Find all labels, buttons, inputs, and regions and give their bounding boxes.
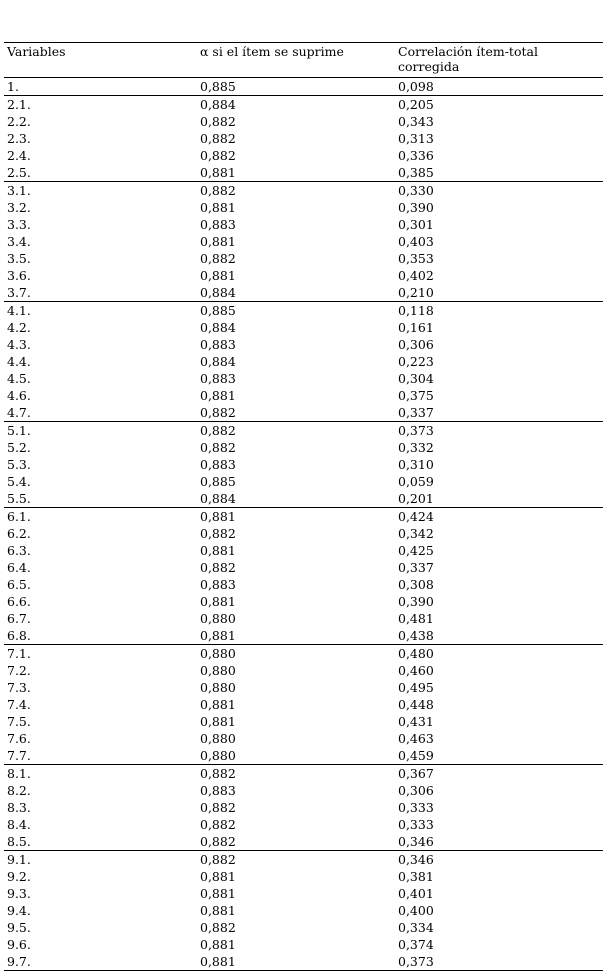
table-row — [4, 662, 603, 679]
correlation-cell: 0,223 — [398, 354, 434, 369]
variable-cell: 2.2. — [7, 114, 31, 129]
table-row — [4, 902, 603, 919]
table-row — [4, 199, 603, 216]
correlation-cell: 0,301 — [398, 217, 434, 232]
table-row — [4, 113, 603, 130]
variable-cell: 8.2. — [7, 783, 31, 798]
alpha-cell: 0,882 — [200, 131, 236, 146]
alpha-cell: 0,884 — [197, 284, 395, 302]
table-row — [4, 387, 603, 404]
correlation-cell: 0,310 — [398, 457, 434, 472]
table-row — [4, 627, 603, 645]
table-row — [4, 473, 603, 490]
correlation-cell: 0,400 — [398, 903, 434, 918]
alpha-cell: 0,882 — [200, 560, 236, 575]
correlation-cell: 0,098 — [395, 78, 603, 96]
alpha-cell: 0,884 — [200, 320, 236, 335]
alpha-cell: 0,882 — [200, 852, 236, 867]
variable-cell: 7.2. — [7, 663, 31, 678]
alpha-cell: 0,882 — [197, 404, 395, 422]
alpha-cell: 0,880 — [200, 680, 236, 695]
table-row — [4, 730, 603, 747]
variable-cell: 4.1. — [7, 303, 31, 318]
alpha-cell: 0,883 — [200, 457, 236, 472]
correlation-cell: 0,337 — [395, 404, 603, 422]
correlation-cell: 0,463 — [398, 731, 434, 746]
table-row — [4, 147, 603, 164]
variable-cell: 6.3. — [7, 543, 31, 558]
table-row — [4, 799, 603, 816]
variable-cell: 9.4. — [7, 903, 31, 918]
alpha-cell: 0,881 — [200, 543, 236, 558]
variable-cell: 6.7. — [7, 611, 31, 626]
correlation-cell: 0,306 — [398, 337, 434, 352]
correlation-cell: 0,332 — [398, 440, 434, 455]
table-row — [4, 576, 603, 593]
alpha-cell: 0,883 — [200, 577, 236, 592]
correlation-cell: 0,424 — [398, 509, 434, 524]
header-row — [4, 43, 603, 78]
variable-cell: 3.6. — [7, 268, 31, 283]
correlation-cell: 0,304 — [398, 371, 434, 386]
table-row — [4, 679, 603, 696]
item-statistics-table — [4, 42, 603, 971]
variable-cell: 3.3. — [7, 217, 31, 232]
item-statistics-table-container — [4, 42, 603, 971]
alpha-cell: 0,881 — [197, 953, 395, 971]
correlation-cell: 0,308 — [398, 577, 434, 592]
alpha-cell: 0,882 — [200, 114, 236, 129]
table-row — [4, 439, 603, 456]
alpha-cell: 0,885 — [197, 78, 395, 96]
correlation-cell: 0,336 — [398, 148, 434, 163]
alpha-cell: 0,882 — [200, 423, 236, 438]
alpha-cell: 0,883 — [200, 783, 236, 798]
variable-cell: 4.3. — [7, 337, 31, 352]
table-row — [4, 559, 603, 576]
variable-cell: 8.5. — [4, 833, 197, 851]
variable-cell: 3.2. — [7, 200, 31, 215]
correlation-cell: 0,373 — [395, 953, 603, 971]
variable-cell: 2.5. — [4, 164, 197, 182]
correlation-cell: 0,381 — [398, 869, 434, 884]
table-row — [4, 696, 603, 713]
table-row — [4, 593, 603, 610]
correlation-cell: 0,210 — [395, 284, 603, 302]
table-row — [4, 525, 603, 542]
alpha-cell: 0,881 — [200, 388, 236, 403]
variable-cell: 5.4. — [7, 474, 31, 489]
correlation-cell: 0,059 — [398, 474, 434, 489]
correlation-cell: 0,343 — [398, 114, 434, 129]
variable-cell: 6.5. — [7, 577, 31, 592]
alpha-cell: 0,885 — [200, 303, 236, 318]
variable-cell: 7.4. — [7, 697, 31, 712]
variable-cell: 1. — [4, 78, 197, 96]
correlation-cell: 0,334 — [398, 920, 434, 935]
table-row — [4, 782, 603, 799]
table-row — [4, 78, 603, 96]
variable-cell: 7.7. — [4, 747, 197, 765]
correlation-cell: 0,438 — [395, 627, 603, 645]
correlation-cell: 0,481 — [398, 611, 434, 626]
alpha-cell: 0,882 — [200, 817, 236, 832]
variable-cell: 4.6. — [7, 388, 31, 403]
alpha-cell: 0,884 — [200, 97, 236, 112]
alpha-cell: 0,883 — [200, 337, 236, 352]
alpha-cell: 0,882 — [200, 526, 236, 541]
alpha-cell: 0,882 — [200, 920, 236, 935]
table-row — [4, 919, 603, 936]
correlation-cell: 0,306 — [398, 783, 434, 798]
variable-cell: 4.5. — [7, 371, 31, 386]
table-row — [4, 164, 603, 182]
alpha-cell: 0,881 — [200, 697, 236, 712]
alpha-cell: 0,881 — [200, 886, 236, 901]
correlation-cell: 0,373 — [398, 423, 434, 438]
correlation-cell: 0,353 — [398, 251, 434, 266]
correlation-cell: 0,161 — [398, 320, 434, 335]
alpha-cell: 0,881 — [197, 627, 395, 645]
correlation-cell: 0,495 — [398, 680, 434, 695]
table-row — [4, 851, 603, 869]
correlation-cell: 0,425 — [398, 543, 434, 558]
table-row — [4, 319, 603, 336]
correlation-cell: 0,402 — [398, 268, 434, 283]
variable-cell: 5.5. — [4, 490, 197, 508]
alpha-cell: 0,883 — [200, 371, 236, 386]
variable-cell: 6.2. — [7, 526, 31, 541]
variable-cell: 2.3. — [7, 131, 31, 146]
table-row — [4, 130, 603, 147]
correlation-cell: 0,459 — [395, 747, 603, 765]
alpha-cell: 0,882 — [200, 800, 236, 815]
variable-cell: 9.1. — [7, 852, 31, 867]
variable-cell: 9.6. — [7, 937, 31, 952]
table-row — [4, 610, 603, 627]
variable-cell: 4.4. — [7, 354, 31, 369]
table-row — [4, 216, 603, 233]
variable-cell: 3.5. — [7, 251, 31, 266]
alpha-cell: 0,882 — [200, 148, 236, 163]
alpha-cell: 0,881 — [200, 903, 236, 918]
table-row — [4, 936, 603, 953]
variable-cell: 5.2. — [7, 440, 31, 455]
table-row — [4, 353, 603, 370]
variable-cell: 2.1. — [7, 97, 31, 112]
alpha-cell: 0,882 — [197, 833, 395, 851]
variable-cell: 9.3. — [7, 886, 31, 901]
correlation-cell: 0,205 — [398, 97, 434, 112]
table-row — [4, 404, 603, 422]
variable-cell: 9.2. — [7, 869, 31, 884]
variable-cell: 4.7. — [4, 404, 197, 422]
correlation-cell: 0,342 — [398, 526, 434, 541]
alpha-cell: 0,880 — [200, 731, 236, 746]
table-row — [4, 370, 603, 387]
table-row — [4, 490, 603, 508]
table-row — [4, 456, 603, 473]
correlation-cell: 0,346 — [398, 852, 434, 867]
alpha-cell: 0,884 — [200, 354, 236, 369]
table-row — [4, 765, 603, 783]
variable-cell: 5.3. — [7, 457, 31, 472]
alpha-cell: 0,881 — [200, 268, 236, 283]
correlation-cell: 0,375 — [398, 388, 434, 403]
table-row — [4, 233, 603, 250]
alpha-cell: 0,881 — [200, 714, 236, 729]
correlation-cell: 0,401 — [398, 886, 434, 901]
variable-cell: 9.7. — [4, 953, 197, 971]
variable-cell: 3.4. — [7, 234, 31, 249]
header-variables: Variables — [4, 43, 197, 78]
alpha-cell: 0,881 — [200, 200, 236, 215]
alpha-cell: 0,881 — [200, 937, 236, 952]
alpha-cell: 0,881 — [200, 594, 236, 609]
correlation-cell: 0,480 — [398, 646, 434, 661]
alpha-cell: 0,882 — [200, 440, 236, 455]
correlation-cell: 0,431 — [398, 714, 434, 729]
table-row — [4, 953, 603, 971]
correlation-cell: 0,448 — [398, 697, 434, 712]
variable-cell: 7.3. — [7, 680, 31, 695]
correlation-cell: 0,201 — [395, 490, 603, 508]
alpha-cell: 0,882 — [200, 251, 236, 266]
table-body — [4, 78, 603, 971]
variable-cell: 7.5. — [7, 714, 31, 729]
table-row — [4, 645, 603, 663]
correlation-cell: 0,333 — [398, 800, 434, 815]
table-row — [4, 302, 603, 320]
variable-cell: 6.6. — [7, 594, 31, 609]
correlation-cell: 0,367 — [398, 766, 434, 781]
correlation-cell: 0,118 — [398, 303, 434, 318]
table-row — [4, 267, 603, 284]
variable-cell: 8.4. — [7, 817, 31, 832]
variable-cell: 8.3. — [7, 800, 31, 815]
table-row — [4, 250, 603, 267]
variable-cell: 9.5. — [7, 920, 31, 935]
variable-cell: 6.8. — [4, 627, 197, 645]
correlation-cell: 0,390 — [398, 200, 434, 215]
alpha-cell: 0,882 — [200, 183, 236, 198]
table-row — [4, 182, 603, 200]
correlation-cell: 0,330 — [398, 183, 434, 198]
correlation-cell: 0,403 — [398, 234, 434, 249]
alpha-cell: 0,880 — [200, 611, 236, 626]
table-row — [4, 833, 603, 851]
alpha-cell: 0,880 — [200, 646, 236, 661]
correlation-cell: 0,313 — [398, 131, 434, 146]
variable-cell: 7.1. — [7, 646, 31, 661]
alpha-cell: 0,881 — [200, 869, 236, 884]
variable-cell: 6.4. — [7, 560, 31, 575]
correlation-cell: 0,337 — [398, 560, 434, 575]
alpha-cell: 0,884 — [197, 490, 395, 508]
header-corrected-item-total-correlation: Correlación ítem-total corregida — [395, 43, 603, 78]
correlation-cell: 0,346 — [395, 833, 603, 851]
alpha-cell: 0,881 — [200, 234, 236, 249]
variable-cell: 3.1. — [7, 183, 31, 198]
alpha-cell: 0,880 — [197, 747, 395, 765]
variable-cell: 6.1. — [7, 509, 31, 524]
table-row — [4, 336, 603, 353]
variable-cell: 8.1. — [7, 766, 31, 781]
table-row — [4, 422, 603, 440]
alpha-cell: 0,882 — [200, 766, 236, 781]
table-header — [4, 43, 603, 78]
table-row — [4, 96, 603, 114]
correlation-cell: 0,374 — [398, 937, 434, 952]
alpha-cell: 0,880 — [200, 663, 236, 678]
table-row — [4, 868, 603, 885]
correlation-cell: 0,390 — [398, 594, 434, 609]
variable-cell: 3.7. — [4, 284, 197, 302]
table-row — [4, 885, 603, 902]
table-row — [4, 713, 603, 730]
table-row — [4, 284, 603, 302]
variable-cell: 4.2. — [7, 320, 31, 335]
table-row — [4, 508, 603, 526]
alpha-cell: 0,883 — [200, 217, 236, 232]
variable-cell: 7.6. — [7, 731, 31, 746]
table-row — [4, 816, 603, 833]
alpha-cell: 0,885 — [200, 474, 236, 489]
correlation-cell: 0,333 — [398, 817, 434, 832]
table-row — [4, 747, 603, 765]
alpha-cell: 0,881 — [197, 164, 395, 182]
variable-cell: 5.1. — [7, 423, 31, 438]
variable-cell: 2.4. — [7, 148, 31, 163]
alpha-cell: 0,881 — [200, 509, 236, 524]
correlation-cell: 0,460 — [398, 663, 434, 678]
header-alpha-if-deleted: α si el ítem se suprime — [197, 43, 395, 78]
table-row — [4, 542, 603, 559]
correlation-cell: 0,385 — [395, 164, 603, 182]
